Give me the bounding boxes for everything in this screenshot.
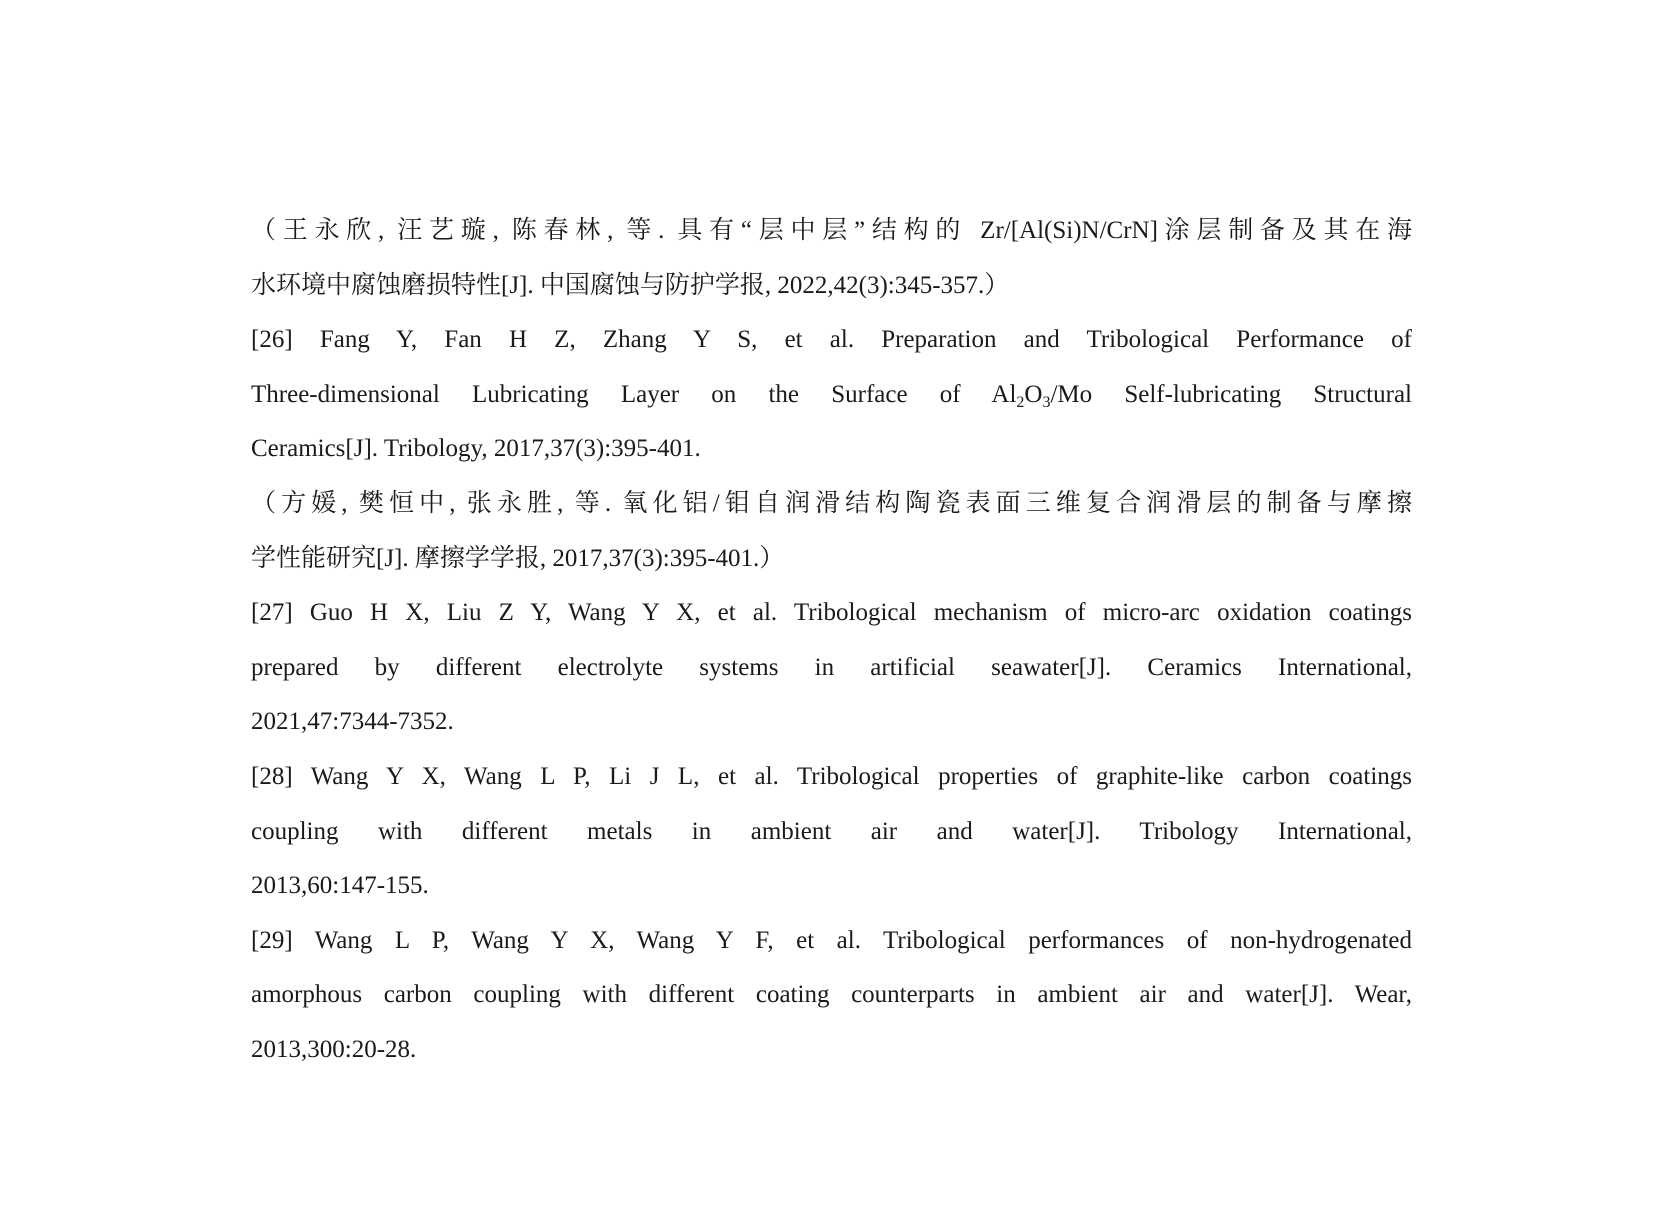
subscript: 2	[1016, 393, 1025, 411]
reference-line: [29] Wang L P, Wang Y X, Wang Y F, et al. Tribological performances of non-hydrogenated	[251, 926, 1412, 954]
reference-line: 水环境中腐蚀磨损特性[J]. 中国腐蚀与防护学报, 2022,42(3):345-357.）	[251, 271, 1010, 299]
reference-entry-29	[251, 914, 1412, 1078]
reference-line: 2013,60:147-155.	[251, 872, 429, 900]
reference-text: Three-dimensional Lubricating Layer on the Surface of Al	[251, 380, 1017, 408]
reference-line: prepared by different electrolyte systems in artificial seawater[J]. Ceramics International,	[251, 653, 1412, 681]
reference-line: （王永欣, 汪艺璇, 陈春林, 等. 具有“层中层”结构的 Zr/[Al(Si)N/CrN]涂层制备及其在海	[251, 217, 1412, 244]
reference-line: [28] Wang Y X, Wang L P, Li J L, et al. Tribological properties of graphite-like carbon coatings	[251, 762, 1412, 790]
reference-entry-28	[251, 750, 1412, 914]
reference-line: 学性能研究[J]. 摩擦学学报, 2017,37(3):395-401.）	[251, 544, 785, 572]
reference-line: amorphous carbon coupling with different coating counterparts in ambient air and water[J]. Wear,	[251, 981, 1412, 1009]
subscript: 3	[1042, 393, 1051, 411]
reference-entry-26-translation	[251, 477, 1412, 586]
reference-line: [27] Guo H X, Liu Z Y, Wang Y X, et al. Tribological mechanism of micro-arc oxidation coatings	[251, 599, 1412, 627]
reference-entry-25-translation	[251, 204, 1412, 313]
reference-line: 2013,300:20-28.	[251, 1035, 417, 1063]
reference-list	[251, 204, 1412, 1078]
reference-line: 2021,47:7344-7352.	[251, 708, 454, 736]
reference-text: /Mo Self-lubricating Structural	[1050, 380, 1412, 408]
reference-line: Ceramics[J]. Tribology, 2017,37(3):395-401.	[251, 435, 701, 463]
reference-text: O	[1024, 380, 1043, 408]
reference-entry-26	[251, 313, 1412, 477]
reference-line: coupling with different metals in ambient air and water[J]. Tribology International,	[251, 817, 1412, 845]
reference-line: （方媛, 樊恒中, 张永胜, 等. 氧化铝/钼自润滑结构陶瓷表面三维复合润滑层的制备与摩擦	[251, 489, 1412, 517]
reference-line: [26] Fang Y, Fan H Z, Zhang Y S, et al. Preparation and Tribological Performance of	[251, 326, 1412, 354]
reference-entry-27	[251, 586, 1412, 750]
reference-line-with-formula	[251, 368, 1412, 423]
